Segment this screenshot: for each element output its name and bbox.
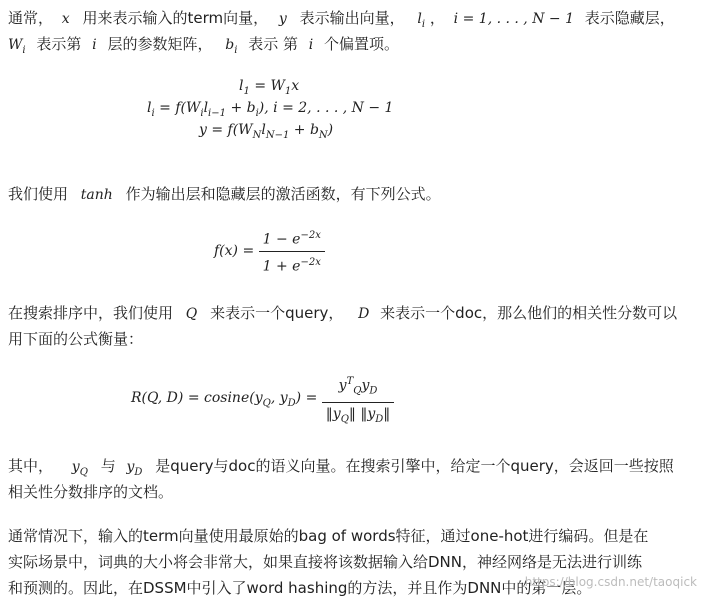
text-segment: 通常， xyxy=(8,9,54,27)
math-y-Q: $y_Q$ xyxy=(71,459,88,478)
text-segment: 是query与doc的语义向量。在搜索引擎中，给定一个query，会返回一些按照 xyxy=(155,457,674,475)
paragraph-5-line-1 xyxy=(8,525,648,547)
text-segment: 作为输出层和隐藏层的激活函数，有下列公式。 xyxy=(125,185,441,203)
text-segment: ， xyxy=(429,9,445,27)
text-segment: 表示隐藏层， xyxy=(584,9,675,27)
paragraph-4-line-2 xyxy=(8,481,173,503)
text-segment: 表示 第 xyxy=(248,35,298,53)
text-segment: 表示输出向量， xyxy=(299,9,405,27)
text-segment: 表示第 xyxy=(36,35,82,53)
math-i-range: i = 1, . . . , N − 1 xyxy=(453,11,574,27)
watermark: https://blog.csdn.net/taoqick xyxy=(524,575,697,589)
paragraph-3-line-1 xyxy=(8,302,677,324)
text-segment: 来表示一个query， xyxy=(210,304,344,322)
math-x: x xyxy=(61,11,70,27)
activation-fraction: $\frac{1 - e^{-2x}}{1 + e^{-2x}}$ xyxy=(259,226,325,276)
text-segment: 层的参数矩阵， xyxy=(107,35,213,53)
math-y-D: $y_D$ xyxy=(126,459,143,478)
math-i: i xyxy=(92,37,97,53)
equation-activation: f(x) = $\frac{1 - e^{-2x}}{1 + e^{-2x}}$ xyxy=(214,226,325,276)
paragraph-4-line-1 xyxy=(8,455,674,477)
math-y: y xyxy=(278,11,287,27)
equation-li: $l_i = f(W_il_{i-1} + b_i)$, i = 2, . . . , N − 1 xyxy=(147,100,394,119)
paragraph-3-line-2 xyxy=(8,328,143,350)
math-tanh: tanh xyxy=(80,187,113,203)
math-i: i xyxy=(308,37,314,53)
math-b-i: $b_i$ xyxy=(225,37,238,56)
text-segment: 在搜索排序中，我们使用 xyxy=(8,304,174,322)
math-Q: Q xyxy=(185,306,198,322)
text-segment: 实际场景中，词典的大小将会非常大，如果直接将该数据输入给DNN，神经网络是无法进行训练 xyxy=(8,553,642,571)
text-segment: 通常情况下，输入的term向量使用最原始的bag of words特征，通过one-hot进行编码。但是在 xyxy=(8,527,649,545)
relevance-fraction: $\frac{y^T_Qy_D}{‖y_Q‖ ‖y_D‖}$ xyxy=(322,372,395,430)
paragraph-1-line-2 xyxy=(8,33,399,55)
math-D: D xyxy=(358,306,370,322)
math-W-i: $W_i$ xyxy=(8,37,26,56)
text-segment: 与 xyxy=(100,457,116,475)
text-segment: 我们使用 xyxy=(8,185,69,203)
text-segment: 个偏置项。 xyxy=(324,35,400,53)
text-segment: 用下面的公式衡量： xyxy=(8,330,144,348)
paragraph-2 xyxy=(8,183,441,205)
equation-relevance: R(Q, $D) = cosine(y_Q$, $y_D$) = $\frac{y^T_Qy_D}{‖y_Q‖ ‖y_D‖}$ xyxy=(131,372,394,430)
text-segment: 用来表示输入的term向量， xyxy=(82,9,269,27)
text-segment: 和预测的。因此，在DSSM中引入了word hashing的方法，并且作为DNN中的第一层。 xyxy=(8,579,592,597)
equation-l1: $l_1 = W_1x$ xyxy=(239,78,300,97)
text-segment: 其中， xyxy=(8,457,54,475)
paragraph-1-line-1 xyxy=(8,7,675,29)
paragraph-5-line-3 xyxy=(8,577,591,599)
math-l-i: $l_i$ xyxy=(417,11,426,30)
equation-y: $y = f(W_Nl_{N-1} + b_N)$ xyxy=(199,122,334,141)
paragraph-5-line-2 xyxy=(8,551,642,573)
text-segment: 相关性分数排序的文档。 xyxy=(8,483,174,501)
text-segment: 来表示一个doc，那么他们的相关性分数可以 xyxy=(380,304,678,322)
